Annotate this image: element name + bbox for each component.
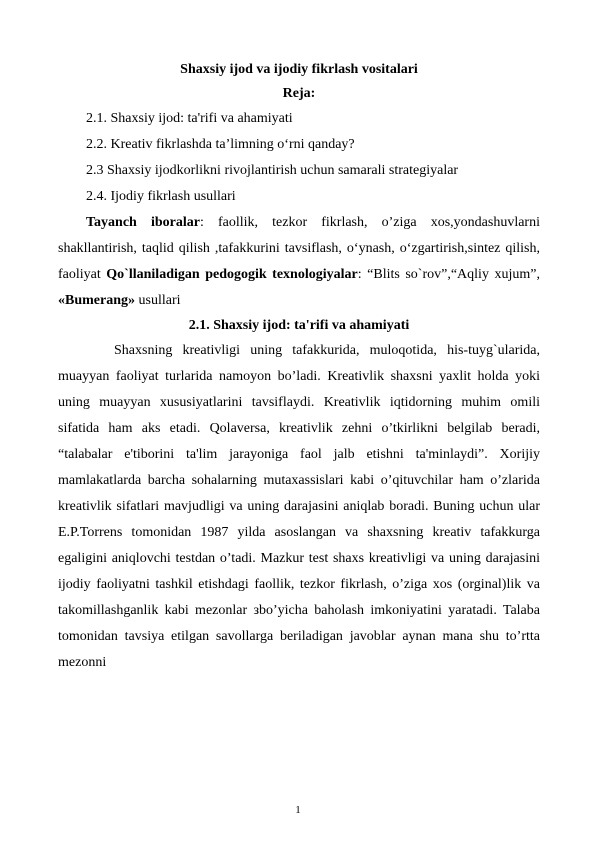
- technologies-label: Qo`llaniladigan pedogogik texnologiyalar: [106, 267, 358, 282]
- technologies-text: : “Blits so`rov”,“Aqliy xujum”,: [357, 267, 540, 282]
- bumerang-label: «Bumerang»: [58, 293, 135, 308]
- plan-item: 2.3 Shaxsiy ijodkorlikni rivojlantirish uchun samarali strategiyalar: [86, 163, 459, 178]
- plan-item: 2.2. Kreativ fikrlashda ta’limning o‘rni qanday?: [86, 137, 355, 152]
- keywords-tail: usullari: [135, 293, 181, 308]
- plan-item: 2.4. Ijodiy fikrlash usullari: [86, 189, 236, 204]
- plan-heading: Reja:: [282, 86, 316, 101]
- document-title: Shaxsiy ijod va ijodiy fikrlash vositalari: [180, 62, 418, 77]
- keywords-text: : faollik, tezkor fikrlash, o’ziga xos,yondashuvlarni shakllantirish, taqlid qilish ,tafakkurini tavsiflash, o‘ynash, o‘zgartirish,sintez qilish, faoliyat: [58, 215, 540, 282]
- document-page: [58, 58, 540, 676]
- page-number: 1: [295, 804, 301, 816]
- keywords-label: Tayanch iboralar: [86, 215, 200, 230]
- keywords-paragraph: [58, 210, 540, 314]
- plan-item: 2.1. Shaxsiy ijod: ta'rifi va ahamiyati: [86, 111, 293, 126]
- section-heading: 2.1. Shaxsiy ijod: ta'rifi va ahamiyati: [188, 318, 410, 333]
- section-paragraph: Shaxsning kreativligi uning tafakkurida, muloqotida, his-tuyg`ularida, muayyan faoliyat turlarida namoyon bo’ladi. Kreativlik shaxsni yaxlit holda yoki uning muayyan xususiyatlarini tavsiflaydi. Kreativlik iqtidorning muhim omili sifatida ham aks etadi. Qolaversa, kreativlik zehni o’tkirlikni belgilab beradi, “talabalar e'tiborini ta'lim jarayoniga faol jalb etishni ta'minlaydi”. Xorijiy mamlakatlarda barcha sohalarning mutaxassislari kabi o’qituvchilar ham o’zlarida kreativlik sifatlari mavjudligi va uning darajasini aniqlab boradi. Buning uchun ular E.P.Torrens tomonidan 1987 yilda asoslangan va shaxsning kreativ tafakkurga egaligini aniqlovchi testdan o’tadi. Mazkur test shaxs kreativligi va uning darajasini ijodiy faoliyatni tashkil etishdagi faollik, tezkor fikrlash, o’ziga xos (orginal)lik va takomillashganlik kabi mezonlar зbo’yicha baholash imkoniyatini yaratadi. Talaba tomonidan tavsiya etilgan savollarga beriladigan javoblar aynan mana shu to’rtta mezonni: [58, 343, 540, 670]
